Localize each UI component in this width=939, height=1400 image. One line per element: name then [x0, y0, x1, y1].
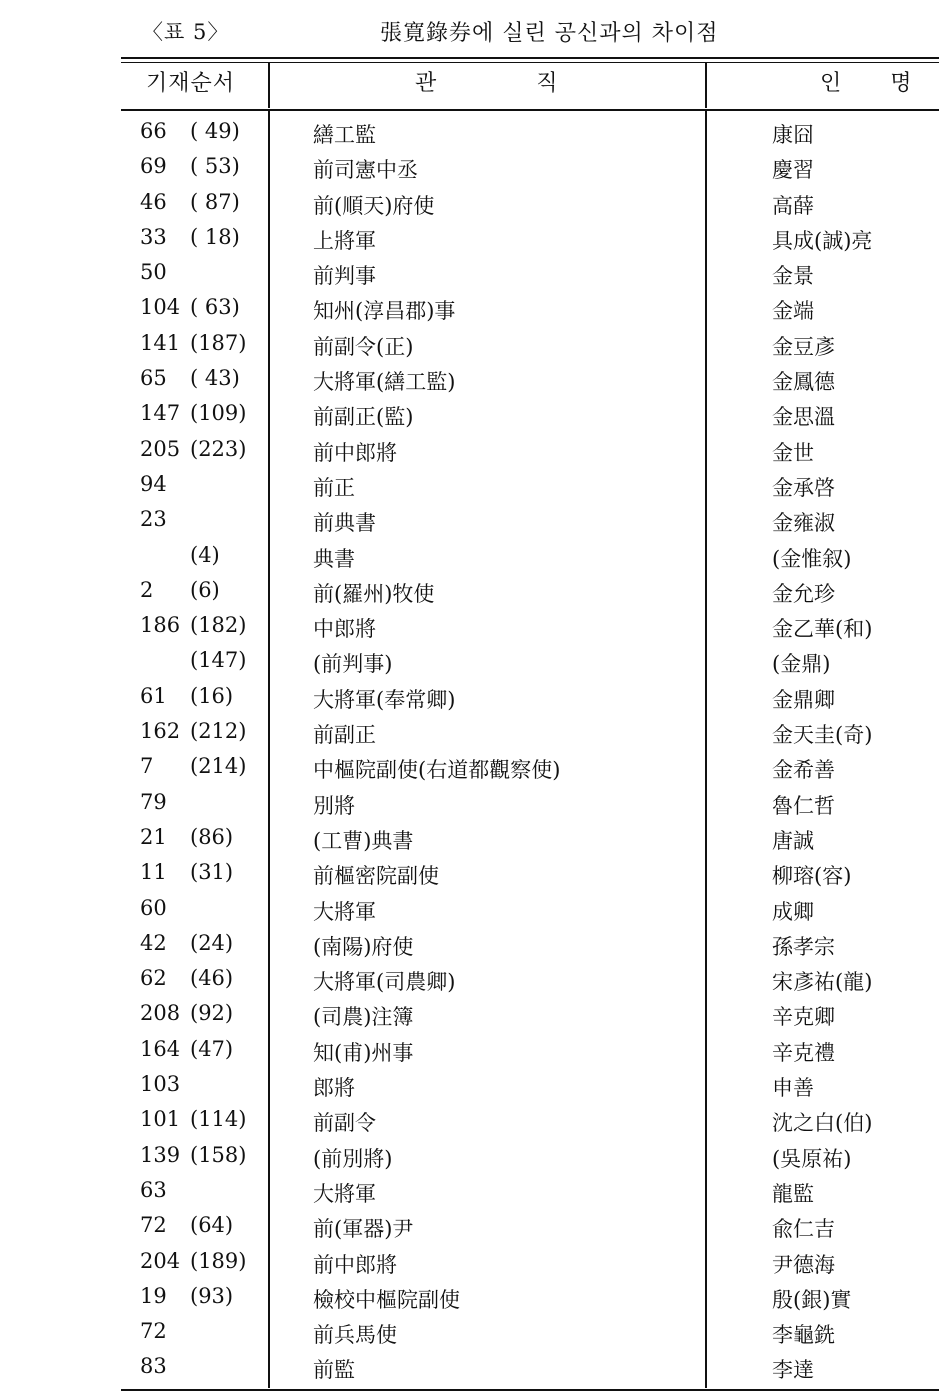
office-cell: 上將軍	[313, 228, 376, 253]
seq-cell: 101	[140, 1107, 181, 1132]
table-row	[0, 1211, 939, 1246]
column-divider	[705, 62, 707, 108]
header-office	[415, 66, 558, 97]
name-cell: 李龜銑	[772, 1323, 835, 1348]
table-row	[0, 1141, 939, 1176]
name-cell: 金承啓	[772, 475, 835, 500]
previous-order-cell: (189)	[190, 1248, 247, 1273]
name-cell: 金思溫	[772, 405, 835, 430]
table-row	[0, 293, 939, 328]
table-body	[0, 117, 939, 1388]
name-cell: 金乙華(和)	[772, 617, 873, 642]
office-cell: 繕工監	[313, 123, 376, 147]
name-cell: 柳瑢(容)	[772, 864, 852, 889]
seq-cell: 60	[140, 895, 167, 920]
office-cell: 前中郎將	[313, 1252, 397, 1277]
seq-cell: 42	[140, 930, 167, 955]
table-row	[0, 505, 939, 540]
table-row	[0, 646, 939, 681]
table-row	[0, 717, 939, 752]
table-row	[0, 541, 939, 576]
top-rule-thin	[121, 62, 939, 63]
seq-cell: 164	[140, 1036, 181, 1061]
office-cell: 中郎將	[313, 617, 376, 642]
previous-order-cell: (31)	[190, 860, 234, 885]
seq-cell: 94	[140, 471, 167, 496]
seq-cell: 204	[140, 1248, 181, 1273]
name-cell: 金雍淑	[772, 511, 835, 536]
name-cell: 金鳳德	[772, 370, 835, 395]
office-cell: (司農)注簿	[313, 1005, 414, 1030]
previous-order-cell: (24)	[190, 930, 234, 955]
table-row	[0, 435, 939, 470]
table-title: 張寛錄券에 실린 공신과의 차이점	[380, 21, 719, 46]
name-cell: 金豆彥	[772, 334, 835, 359]
name-cell: 尹德海	[772, 1252, 835, 1277]
table-row	[0, 823, 939, 858]
name-cell: 辛克禮	[772, 1040, 835, 1065]
seq-cell: 103	[140, 1072, 181, 1097]
name-cell: (金鼎)	[772, 652, 831, 677]
name-cell: 沈之白(伯)	[772, 1111, 873, 1136]
header-name	[820, 66, 913, 97]
seq-cell: 61	[140, 683, 167, 708]
previous-order-cell: (214)	[190, 754, 247, 779]
table-row	[0, 399, 939, 434]
previous-order-cell: ( 63)	[190, 295, 240, 320]
name-cell: 辛克卿	[772, 1005, 835, 1030]
top-rule	[121, 57, 939, 59]
office-cell: 前判事	[313, 264, 376, 289]
office-cell: 前正	[313, 475, 355, 500]
header-office-char-2: 직	[536, 71, 558, 96]
table-row	[0, 1035, 939, 1070]
table-row	[0, 788, 939, 823]
seq-cell: 162	[140, 719, 181, 744]
table-row	[0, 752, 939, 787]
header-rule	[121, 109, 939, 111]
name-cell: 康囧	[772, 123, 814, 147]
seq-cell: 79	[140, 789, 167, 814]
bottom-rule	[121, 1389, 939, 1391]
office-cell: 中樞院副使(右道都觀察使)	[313, 758, 561, 783]
previous-order-cell: (182)	[190, 613, 247, 638]
name-cell: 宋彥祐(龍)	[772, 970, 873, 995]
office-cell: (工曹)典書	[313, 828, 414, 853]
previous-order-cell: (86)	[190, 824, 234, 849]
name-cell: (金惟叙)	[772, 546, 852, 571]
seq-cell: 72	[140, 1213, 167, 1238]
table-row	[0, 1070, 939, 1105]
previous-order-cell: (114)	[190, 1107, 247, 1132]
seq-cell: 205	[140, 436, 181, 461]
table-row	[0, 188, 939, 223]
office-cell: 大將軍(奉常卿)	[313, 687, 456, 712]
seq-cell: 66	[140, 119, 167, 143]
table-row	[0, 152, 939, 187]
table-row	[0, 258, 939, 293]
previous-order-cell: (6)	[190, 577, 220, 602]
office-cell: 檢校中樞院副使	[313, 1287, 460, 1312]
office-cell: 前中郎將	[313, 440, 397, 465]
previous-order-cell: ( 49)	[190, 119, 240, 143]
table-row	[0, 223, 939, 258]
office-cell: 前樞密院副使	[313, 864, 439, 889]
seq-cell: 11	[140, 860, 167, 885]
office-cell: 大將軍(繕工監)	[313, 370, 456, 395]
table-row	[0, 1317, 939, 1352]
seq-cell: 72	[140, 1319, 167, 1344]
table-row	[0, 894, 939, 929]
office-cell: 前(順天)府使	[313, 193, 435, 218]
previous-order-cell: (187)	[190, 330, 247, 355]
seq-cell: 23	[140, 507, 167, 532]
table-label: 〈표 5〉	[142, 20, 230, 44]
office-cell: 知(甫)州事	[313, 1040, 414, 1065]
name-cell: 慶習	[772, 158, 814, 183]
name-cell: 兪仁吉	[772, 1217, 835, 1242]
name-cell: 高薛	[772, 193, 814, 218]
office-cell: 前副正(監)	[313, 405, 414, 430]
previous-order-cell: (212)	[190, 719, 247, 744]
seq-cell: 139	[140, 1142, 181, 1167]
seq-cell: 33	[140, 224, 167, 249]
previous-order-cell: ( 53)	[190, 154, 240, 179]
table-row	[0, 576, 939, 611]
seq-cell: 69	[140, 154, 167, 179]
table-row	[0, 1352, 939, 1387]
table-row	[0, 929, 939, 964]
name-cell: 申善	[772, 1076, 814, 1101]
table-row	[0, 1176, 939, 1211]
previous-order-cell: (92)	[190, 1001, 234, 1026]
office-cell: 典書	[313, 546, 355, 571]
office-cell: 前典書	[313, 511, 376, 536]
office-cell: 前副令(正)	[313, 334, 414, 359]
previous-order-cell: (93)	[190, 1283, 234, 1308]
name-cell: 成卿	[772, 899, 814, 924]
table-row	[0, 858, 939, 893]
seq-cell: 19	[140, 1283, 167, 1308]
previous-order-cell: (16)	[190, 683, 234, 708]
previous-order-cell: (223)	[190, 436, 247, 461]
office-cell: 前副令	[313, 1111, 376, 1136]
name-cell: 唐誠	[772, 828, 814, 853]
seq-cell: 186	[140, 613, 181, 638]
table-row	[0, 329, 939, 364]
name-cell: 龍監	[772, 1181, 814, 1206]
name-cell: 金允珍	[772, 581, 835, 606]
seq-cell: 62	[140, 966, 167, 991]
seq-cell: 46	[140, 189, 167, 214]
table-row	[0, 999, 939, 1034]
previous-order-cell: (47)	[190, 1036, 234, 1061]
table-row	[0, 117, 939, 152]
seq-cell: 141	[140, 330, 181, 355]
office-cell: (前別將)	[313, 1146, 393, 1171]
seq-cell: 65	[140, 366, 167, 391]
header-seq: 기재순서	[146, 71, 236, 96]
office-cell: 大將軍	[313, 1181, 376, 1206]
name-cell: 金世	[772, 440, 814, 465]
office-cell: (前判事)	[313, 652, 393, 677]
office-cell: (南陽)府使	[313, 934, 414, 959]
seq-cell: 63	[140, 1177, 167, 1202]
name-cell: 金景	[772, 264, 814, 289]
seq-cell: 208	[140, 1001, 181, 1026]
previous-order-cell: ( 18)	[190, 224, 240, 249]
header-name-char-2: 명	[890, 71, 913, 96]
previous-order-cell: ( 43)	[190, 366, 240, 391]
seq-cell: 147	[140, 401, 181, 426]
name-cell: 孫孝宗	[772, 934, 835, 959]
name-cell: 魯仁哲	[772, 793, 835, 818]
previous-order-cell: (4)	[190, 542, 220, 567]
name-cell: 殷(銀)實	[772, 1287, 852, 1312]
name-cell: 金天圭(奇)	[772, 723, 873, 748]
table-row	[0, 682, 939, 717]
office-cell: 前司憲中丞	[313, 158, 418, 183]
previous-order-cell: (46)	[190, 966, 234, 991]
name-cell: (吳原祐)	[772, 1146, 852, 1171]
table-row	[0, 364, 939, 399]
previous-order-cell: (158)	[190, 1142, 247, 1167]
office-cell: 前(羅州)牧使	[313, 581, 435, 606]
table-row	[0, 1282, 939, 1317]
name-cell: 具成(誠)亮	[772, 228, 873, 253]
office-cell: 知州(淳昌郡)事	[313, 299, 456, 324]
seq-cell: 7	[140, 754, 154, 779]
office-cell: 前監	[313, 1358, 355, 1383]
office-cell: 前(軍器)尹	[313, 1217, 414, 1242]
office-cell: 大將軍(司農卿)	[313, 970, 456, 995]
office-cell: 大將軍	[313, 899, 376, 924]
previous-order-cell: (147)	[190, 648, 247, 673]
seq-cell: 104	[140, 295, 181, 320]
column-divider	[268, 62, 270, 108]
name-cell: 金鼎卿	[772, 687, 835, 712]
table-row	[0, 611, 939, 646]
table-row	[0, 1105, 939, 1140]
name-cell: 金希善	[772, 758, 835, 783]
table-row	[0, 470, 939, 505]
name-cell: 金端	[772, 299, 814, 324]
header-office-char-1: 관	[415, 71, 437, 96]
previous-order-cell: (64)	[190, 1213, 234, 1238]
seq-cell: 21	[140, 824, 167, 849]
seq-cell: 50	[140, 260, 167, 285]
office-cell: 前副正	[313, 723, 376, 748]
office-cell: 別將	[313, 793, 355, 818]
office-cell: 郎將	[313, 1076, 355, 1101]
seq-cell: 2	[140, 577, 154, 602]
previous-order-cell: (109)	[190, 401, 247, 426]
table-row	[0, 964, 939, 999]
header-name-char-1: 인	[820, 71, 843, 96]
previous-order-cell: ( 87)	[190, 189, 240, 214]
name-cell: 李達	[772, 1358, 814, 1383]
office-cell: 前兵馬使	[313, 1323, 397, 1348]
seq-cell: 83	[140, 1354, 167, 1379]
table-row	[0, 1247, 939, 1282]
